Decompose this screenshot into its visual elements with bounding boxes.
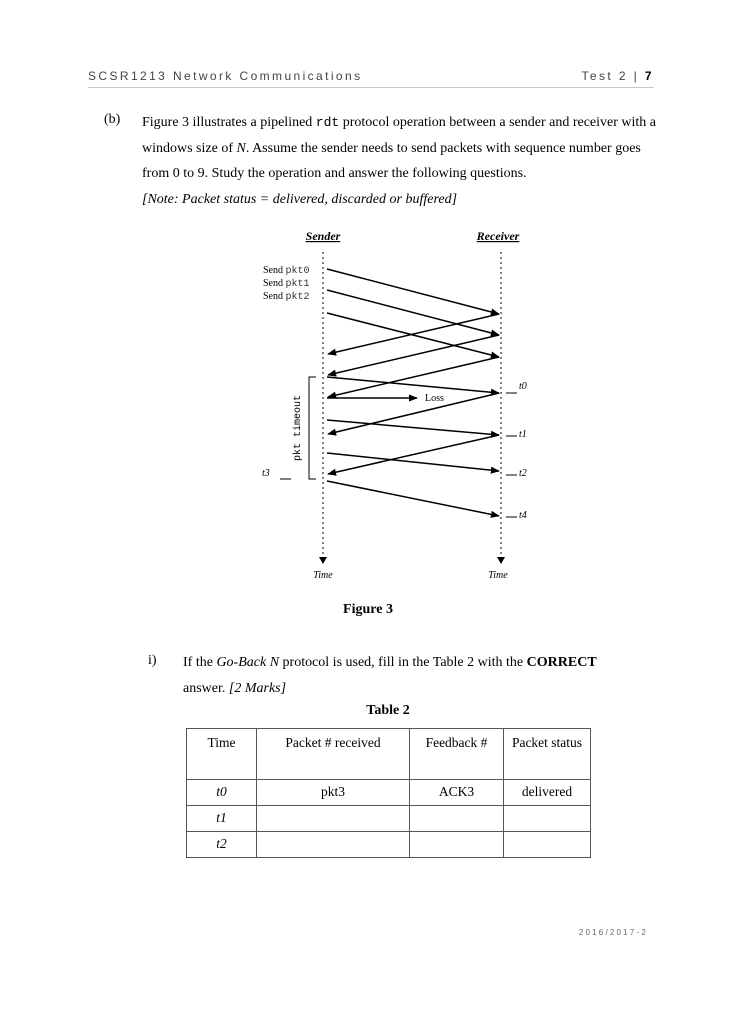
cell-time: t2 xyxy=(187,832,257,858)
window-size-symbol: N xyxy=(236,140,246,156)
header-page-number: 7 xyxy=(644,69,654,83)
cell-packet-received[interactable] xyxy=(257,832,410,858)
subquestion-text-part-2: protocol is used, fill in the Table 2 with the xyxy=(279,655,527,670)
table-row xyxy=(187,806,591,832)
cell-packet-status: delivered xyxy=(504,780,591,806)
question-text-part-1: Figure 3 illustrates a pipelined xyxy=(142,115,316,130)
pkt-timeout-label: pkt timeout xyxy=(293,394,304,462)
cell-packet-received[interactable] xyxy=(257,806,410,832)
cell-feedback[interactable] xyxy=(410,832,504,858)
cell-packet-received: pkt3 xyxy=(257,780,410,806)
cell-feedback: ACK3 xyxy=(410,780,504,806)
table-caption: Table 2 xyxy=(366,703,410,718)
timeout-bracket xyxy=(309,377,316,479)
header-feedback: Feedback # xyxy=(410,729,504,780)
question-text-part-2: protocol operation between a sender and receiver with a windows size of xyxy=(142,115,657,156)
subquestion-text-part-3: answer. xyxy=(183,681,229,696)
subquestion-text-part-1: If the xyxy=(183,655,217,670)
cell-time: t1 xyxy=(187,806,257,832)
table-row xyxy=(187,832,591,858)
header-test-label: Test 2 | xyxy=(581,69,640,83)
t2-label: t2 xyxy=(519,468,527,479)
packet-arrow-2 xyxy=(327,290,499,335)
t0-label: t0 xyxy=(519,381,527,392)
cell-packet-status[interactable] xyxy=(504,806,591,832)
figure-caption: Figure 3 xyxy=(343,602,393,617)
subquestion-label: i) xyxy=(148,653,157,668)
ack-arrow-2 xyxy=(328,335,499,375)
t3-label: t3 xyxy=(262,468,270,479)
table-header-row xyxy=(187,729,591,780)
t1-label: t1 xyxy=(519,429,527,440)
sender-time-arrow-icon xyxy=(319,557,327,564)
question-text-part-3: . Assume the sender needs to send packets with sequence number goes from 0 to 9. Study the operation and answer the following questions. xyxy=(142,140,641,181)
receiver-label: Receiver xyxy=(476,229,520,243)
send-label-2: Send pkt2 xyxy=(263,291,310,303)
subquestion-text xyxy=(183,650,643,702)
packet-arrow-7 xyxy=(327,481,499,516)
receiver-time-arrow-icon xyxy=(497,557,505,564)
question-note: [Note: Packet status = delivered, discarded or buffered] xyxy=(142,191,458,207)
rdt-term: rdt xyxy=(315,115,340,130)
emphasis-word: CORRECT xyxy=(526,655,597,670)
cell-packet-status[interactable] xyxy=(504,832,591,858)
header-packet-received: Packet # received xyxy=(257,729,410,780)
receiver-time-label: Time xyxy=(488,570,508,581)
table-2 xyxy=(186,728,591,858)
question-label: (b) xyxy=(104,112,121,127)
header-time: Time xyxy=(187,729,257,780)
cell-time: t0 xyxy=(187,780,257,806)
sender-label: Sender xyxy=(305,229,341,243)
table-row xyxy=(187,780,591,806)
cell-feedback[interactable] xyxy=(410,806,504,832)
header-course-title: SCSR1213 Network Communications xyxy=(88,69,363,83)
send-label-1: Send pkt1 xyxy=(263,278,310,290)
send-label-0: Send pkt0 xyxy=(263,265,310,277)
loss-label: Loss xyxy=(425,393,444,404)
protocol-name: Go-Back N xyxy=(216,655,280,670)
marks-label: [2 Marks] xyxy=(228,681,287,696)
packet-arrow-1 xyxy=(327,269,499,314)
footer-session: 2016/2017-2 xyxy=(578,928,648,937)
header-packet-status: Packet status xyxy=(504,729,591,780)
t4-label: t4 xyxy=(519,510,527,521)
sender-time-label: Time xyxy=(313,570,333,581)
